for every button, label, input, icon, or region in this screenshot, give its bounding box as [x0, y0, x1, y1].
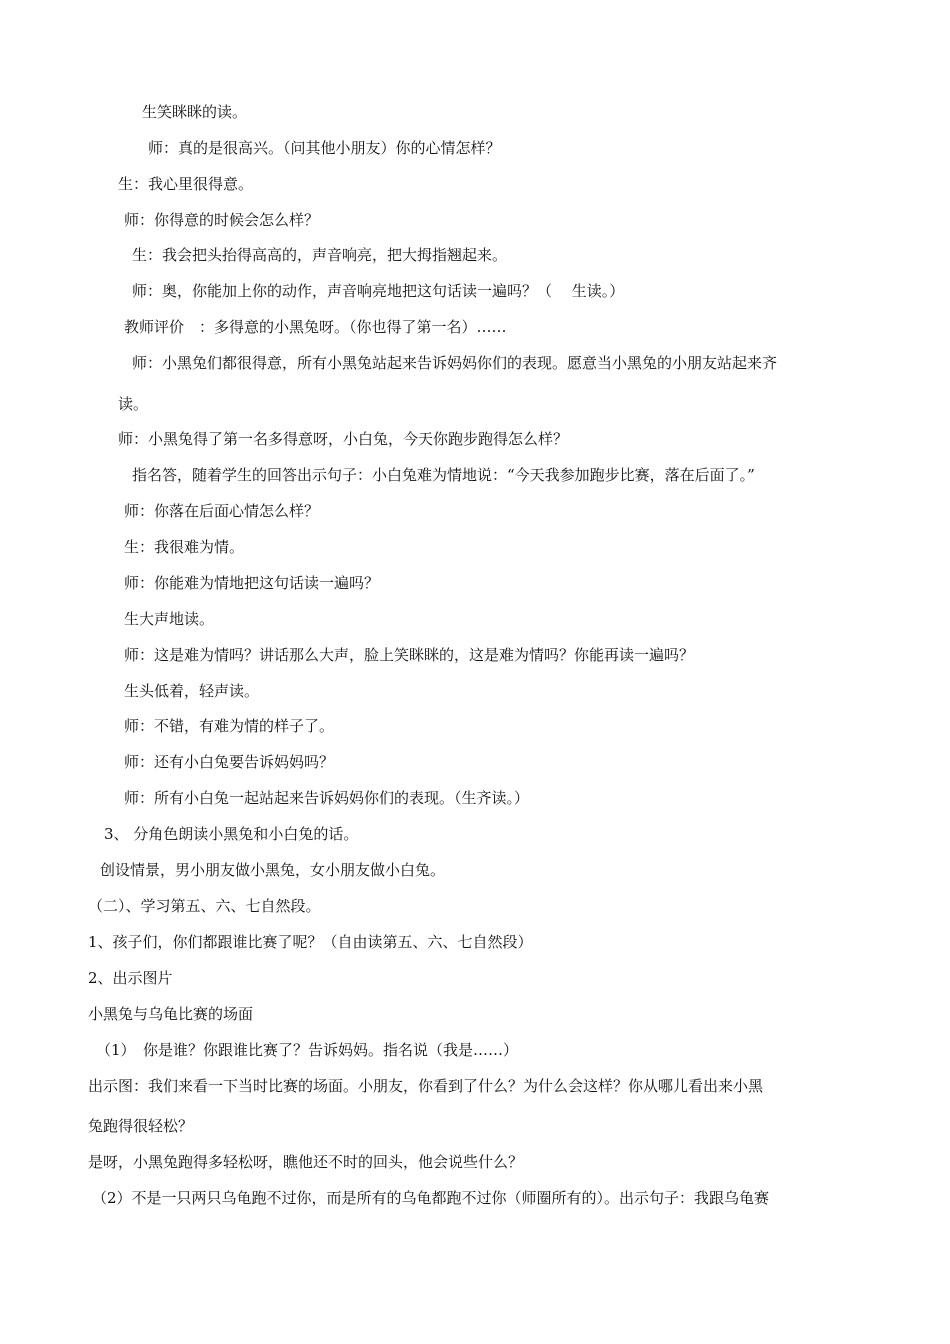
text-line: 师：所有小白兔一起站起来告诉妈妈你们的表现。（生齐读。）	[124, 789, 530, 807]
text-line: 读。	[118, 395, 149, 413]
text-line: 生笑眯眯的读。	[142, 103, 248, 121]
text-line: 师：小黑兔们都很得意，所有小黑兔站起来告诉妈妈你们的表现。愿意当小黑兔的小朋友站起来齐	[132, 354, 778, 372]
text-line: 师：不错，有难为情的样子了。	[124, 717, 335, 735]
text-line: 生：我会把头抬得高高的，声音响亮，把大拇指翘起来。	[132, 246, 508, 264]
text-line: 生头低着，轻声读。	[124, 682, 260, 700]
text-line: 生：我很难为情。	[124, 538, 245, 556]
text-line: 师：你落在后面心情怎么样？	[124, 502, 320, 520]
text-line: 生：我心里很得意。	[118, 175, 254, 193]
text-line: 师：还有小白兔要告诉妈妈吗？	[124, 753, 335, 771]
text-line: 兔跑得很轻松？	[88, 1117, 194, 1135]
text-line: 生大声地读。	[124, 610, 215, 628]
text-line: 2、出示图片	[88, 969, 173, 987]
text-line: （2）不是一只两只乌龟跑不过你，而是所有的乌龟都跑不过你（师圈所有的）。出示句子：我跟乌龟赛	[92, 1189, 770, 1207]
text-line: 1、孩子们，你们都跟谁比赛了呢？（自由读第五、六、七自然段）	[88, 933, 533, 951]
text-line: 师：真的是很高兴。（问其他小朋友）你的心情怎样？	[148, 139, 501, 157]
text-line: 创设情景，男小朋友做小黑兔，女小朋友做小白兔。	[100, 861, 446, 879]
text-line: 指名答，随着学生的回答出示句子：小白兔难为情地说：“今天我参加跑步比赛，落在后面了。”	[132, 466, 755, 484]
text-line: 师：小黑兔得了第一名多得意呀，小白兔，今天你跑步跑得怎么样？	[118, 430, 569, 448]
text-line: 师：你能难为情地把这句话读一遍吗？	[124, 574, 380, 592]
text-line: 小黑兔与乌龟比赛的场面	[88, 1005, 254, 1023]
text-line: 出示图：我们来看一下当时比赛的场面。小朋友，你看到了什么？为什么会这样？你从哪儿看出来小黑	[88, 1077, 764, 1095]
text-line: 是呀，小黑兔跑得多轻松呀，瞧他还不时的回头，他会说些什么？	[88, 1153, 524, 1171]
text-line: 师：你得意的时候会怎么样？	[124, 211, 320, 229]
text-line: 3、 分角色朗读小黑兔和小白兔的话。	[104, 825, 359, 843]
text-line: （1） 你是谁？你跟谁比赛了？告诉妈妈。指名说（我是……）	[96, 1041, 519, 1059]
text-line: 教师评价 ：多得意的小黑兔呀。（你也得了第一名）……	[124, 318, 507, 336]
text-line: 师：奥，你能加上你的动作，声音响亮地把这句话读一遍吗？（ 生读。）	[132, 282, 625, 300]
text-line: 师：这是难为情吗？讲话那么大声，脸上笑眯眯的，这是难为情吗？你能再读一遍吗？	[124, 646, 695, 664]
text-line: （二）、学习第五、六、七自然段。	[88, 897, 321, 915]
